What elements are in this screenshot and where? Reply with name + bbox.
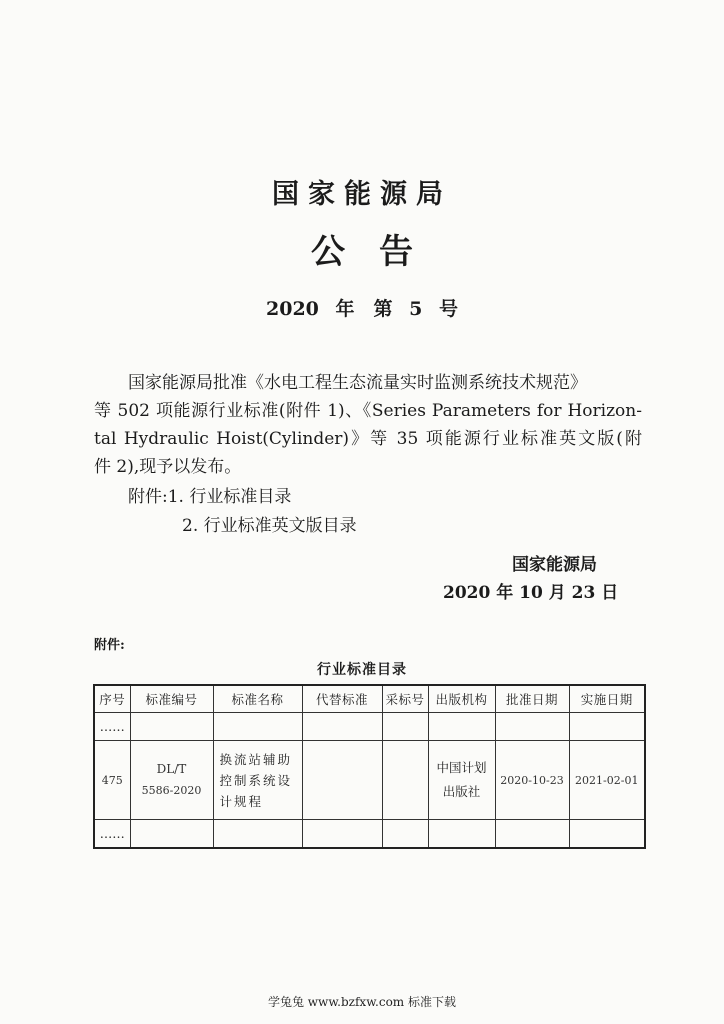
attachment-2: 2. 行业标准英文版目录 <box>182 516 357 536</box>
cell-name <box>213 741 302 820</box>
signature-date: 2020 年 10 月 23 日 <box>443 583 619 603</box>
table-row <box>94 741 645 820</box>
standards-table <box>93 684 646 849</box>
column-header: 标准名称 <box>213 685 302 713</box>
code-number: 5586-2020 <box>141 784 202 797</box>
column-header: 批准日期 <box>495 685 569 713</box>
cell-seq: …… <box>94 713 130 741</box>
cell-publisher <box>428 713 495 741</box>
cell-effective: 2021-02-01 <box>569 741 645 820</box>
column-header: 出版机构 <box>428 685 495 713</box>
cell-code <box>130 741 213 820</box>
cell-name <box>213 820 302 849</box>
table-header-row <box>94 685 645 713</box>
agency-title: 国家能源局 <box>272 179 452 210</box>
code-prefix: DL/T <box>156 762 187 776</box>
cell-replaces <box>302 741 382 820</box>
name-line: 计规程 <box>219 793 264 809</box>
cell-seq: …… <box>94 820 130 849</box>
name-line: 换流站辅助 <box>219 751 293 767</box>
cell-approved: 2020-10-23 <box>495 741 569 820</box>
footer-watermark[interactable]: 学兔兔 www.bzfxw.com 标准下载 <box>267 995 457 1009</box>
cell-approved <box>495 713 569 741</box>
cell-code <box>130 713 213 741</box>
cell-effective <box>569 820 645 849</box>
table-row <box>94 713 645 741</box>
publisher-line: 中国计划 <box>436 760 487 775</box>
attachment-1: 附件:1. 行业标准目录 <box>128 487 292 507</box>
column-header: 采标号 <box>382 685 428 713</box>
document-number: 2020 年 第 5 号 <box>266 298 458 320</box>
cell-replaces <box>302 820 382 849</box>
cell-name <box>213 713 302 741</box>
body-line: 等 502 项能源行业标准(附件 1)、《Series Parameters for Horizon- <box>94 401 642 421</box>
column-header: 实施日期 <box>569 685 645 713</box>
body-line: tal Hydraulic Hoist(Cylinder)》等 35 项能源行业标准英文版(附 <box>94 429 642 449</box>
signature-agency: 国家能源局 <box>512 555 597 575</box>
body-line: 国家能源局批准《水电工程生态流量实时监测系统技术规范》 <box>128 373 587 393</box>
cell-effective <box>569 713 645 741</box>
cell-seq: 475 <box>94 741 130 820</box>
table-row <box>94 820 645 849</box>
cell-code <box>130 820 213 849</box>
cell-adopted <box>382 741 428 820</box>
body-line: 件 2),现予以发布。 <box>94 457 242 477</box>
cell-adopted <box>382 820 428 849</box>
cell-adopted <box>382 713 428 741</box>
column-header: 序号 <box>94 685 130 713</box>
cell-publisher <box>428 741 495 820</box>
document-type: 公告 <box>311 232 447 272</box>
name-line: 控制系统设 <box>219 772 293 788</box>
publisher-line: 出版社 <box>442 784 481 799</box>
cell-replaces <box>302 713 382 741</box>
column-header: 标准编号 <box>130 685 213 713</box>
cell-publisher <box>428 820 495 849</box>
column-header: 代替标准 <box>302 685 382 713</box>
cell-approved <box>495 820 569 849</box>
annex-label: 附件: <box>94 638 125 653</box>
table-title: 行业标准目录 <box>317 662 407 678</box>
